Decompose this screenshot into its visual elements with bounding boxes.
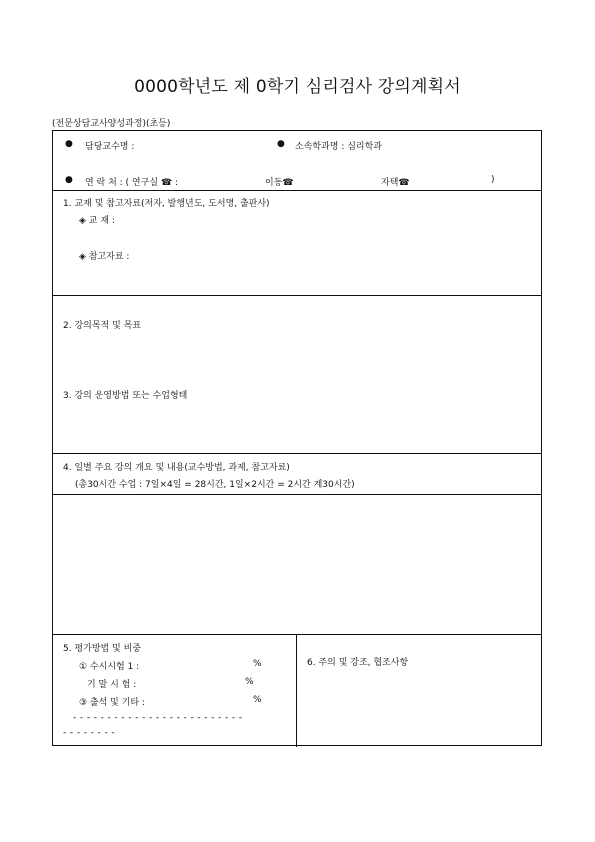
- bullet-icon: ●: [65, 139, 73, 149]
- reference-label: ◈ 참고자료 :: [79, 252, 130, 262]
- eval-item-attendance-label: ③ 출석 및 기타 :: [79, 698, 146, 708]
- page-title: 0000학년도 제 0학기 심리검사 강의계획서: [134, 77, 461, 97]
- schedule-heading: 4. 일별 주요 강의 개요 및 내용(교수방법, 과제, 참고자료): [63, 463, 290, 473]
- bullet-icon: ●: [65, 175, 73, 185]
- schedule-header: [53, 454, 541, 495]
- contact-label: 연 락 처 : ( 연구실 ☎ :: [85, 178, 178, 188]
- schedule-body: [53, 495, 541, 635]
- teaching-method-heading: 3. 강의 운영방법 또는 수업형태: [63, 391, 188, 401]
- textbook-heading: 1. 교재 및 참고자료(저자, 발행년도, 도서명, 출판사): [63, 199, 270, 209]
- bullet-icon: ●: [277, 139, 285, 149]
- evaluation-heading: 5. 평가방법 및 비중: [63, 644, 142, 654]
- textbook-label: ◈ 교 재 :: [79, 216, 115, 226]
- close-paren: ): [491, 175, 495, 185]
- eval-item-attendance-unit: %: [253, 695, 262, 705]
- eval-item-midterm-unit: %: [253, 659, 262, 669]
- professor-label: 담당교수명 :: [85, 142, 135, 152]
- notes-heading: 6. 주의 및 강조, 협조사항: [307, 658, 409, 668]
- objectives-section: [53, 296, 541, 454]
- textbook-section: [53, 191, 541, 296]
- syllabus-form: [52, 130, 542, 746]
- hours-note: (총30시간 수업 : 7일×4일 = 28시간, 1일×2시간 = 2시간 계30시간): [75, 480, 355, 490]
- eval-item-final-label: 기 말 시 험 :: [87, 680, 137, 690]
- eval-item-final-unit: %: [245, 677, 254, 687]
- objectives-heading: 2. 강의목적 및 목표: [63, 321, 142, 331]
- mobile-phone-label: 이동☎: [265, 178, 294, 188]
- dash-line: - - - - - - - -: [63, 728, 116, 738]
- eval-item-midterm-label: ① 수시시험 1 :: [79, 662, 140, 672]
- department-label: 소속학과명 : 심리학과: [295, 142, 383, 152]
- info-section: [53, 131, 541, 191]
- evaluation-section: [53, 635, 541, 747]
- course-subtitle: (전문상담교사양성과정)(초등): [52, 119, 171, 129]
- column-divider: [296, 635, 297, 747]
- home-phone-label: 자택☎: [381, 178, 410, 188]
- dash-line: - - - - - - - - - - - - - - - - - - - - - - - - -: [73, 713, 243, 723]
